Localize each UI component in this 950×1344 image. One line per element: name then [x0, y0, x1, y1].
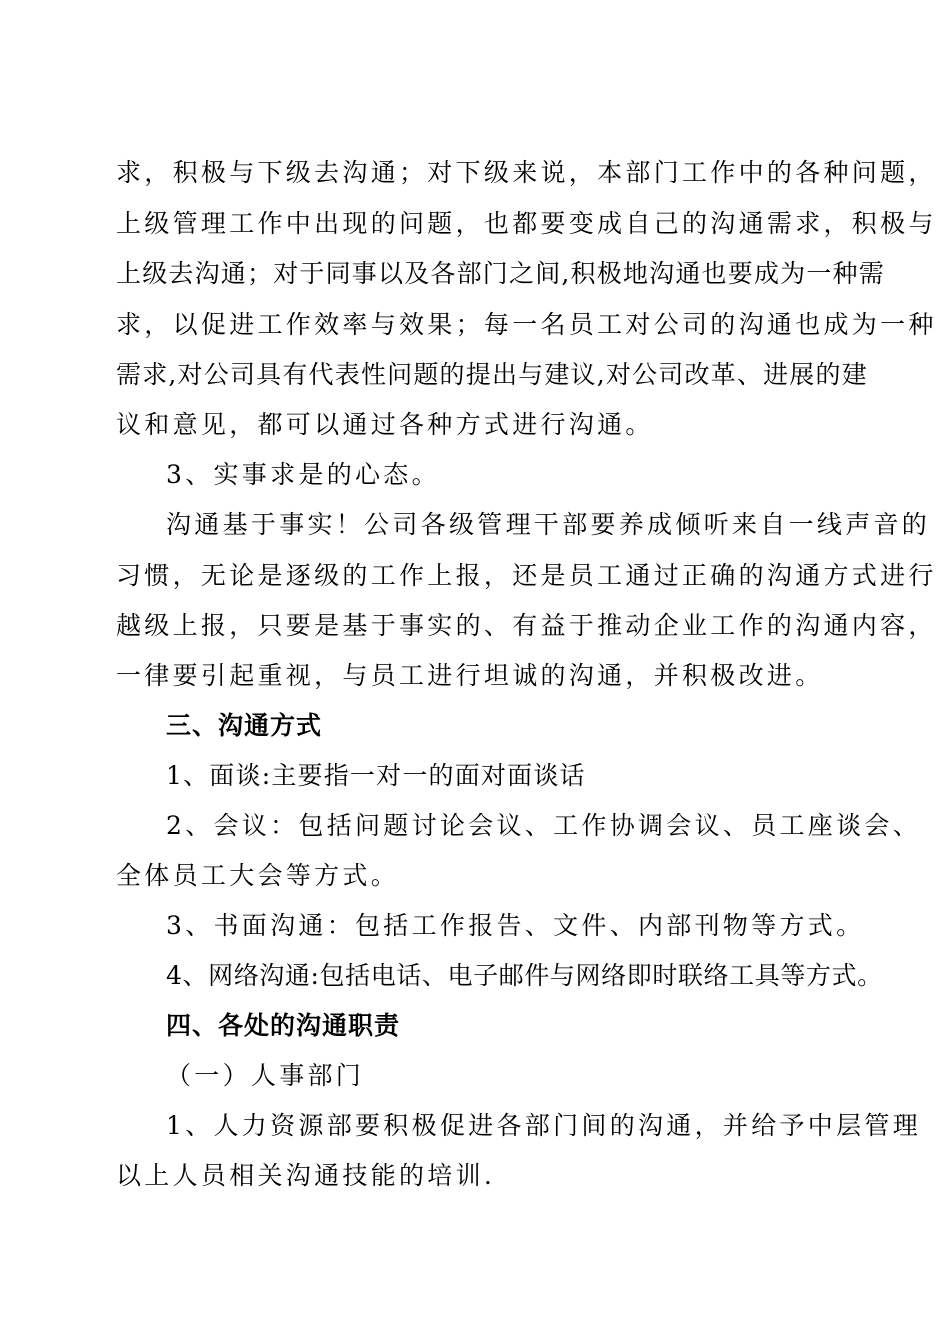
subsection-heading: （一）人事部门 — [166, 1061, 365, 1090]
paragraph-line: 求，以促进工作效率与效果；每一名员工对公司的沟通也成为一种 — [116, 310, 937, 339]
paragraph-line: 越级上报，只要是基于事实的、有益于推动企业工作的沟通内容， — [116, 611, 937, 640]
list-item: 2、会议：包括问题讨论会议、工作协调会议、员工座谈会、 — [166, 811, 922, 840]
paragraph-line: 习惯，无论是逐级的工作上报，还是员工通过正确的沟通方式进行 — [116, 561, 937, 590]
paragraph-line: 需求,对公司具有代表性问题的提出与建议,对公司改革、进展的建 — [116, 360, 868, 389]
list-item: 4、网络沟通:包括电话、电子邮件与网络即时联络工具等方式。 — [166, 961, 883, 990]
list-item: 3、书面沟通：包括工作报告、文件、内部刊物等方式。 — [166, 911, 865, 940]
section-heading: 四、各处的沟通职责 — [166, 1011, 401, 1040]
list-item: 3、实事求是的心态。 — [166, 460, 440, 489]
paragraph-line: 一律要引起重视，与员工进行坦诚的沟通，并积极改进。 — [116, 661, 824, 690]
paragraph-line: 议和意见，都可以通过各种方式进行沟通。 — [116, 410, 654, 439]
paragraph-line: 沟通基于事实！公司各级管理干部要养成倾听来自一线声音的 — [166, 510, 931, 539]
paragraph-line: 求，积极与下级去沟通；对下级来说，本部门工作中的各种问题， — [116, 158, 937, 187]
paragraph-line: 以上人员相关沟通技能的培训. — [116, 1161, 496, 1190]
section-heading: 三、沟通方式 — [166, 711, 323, 740]
list-item: 1、人力资源部要积极促进各部门间的沟通，并给予中层管理 — [166, 1111, 922, 1140]
list-item: 1、面谈:主要指一对一的面对面谈话 — [166, 761, 586, 790]
paragraph-line: 全体员工大会等方式。 — [116, 861, 400, 890]
paragraph-line: 上级去沟通；对于同事以及各部门之间,积极地沟通也要成为一种需 — [116, 259, 885, 288]
paragraph-line: 上级管理工作中出现的问题，也都要变成自己的沟通需求，积极与 — [116, 209, 937, 238]
